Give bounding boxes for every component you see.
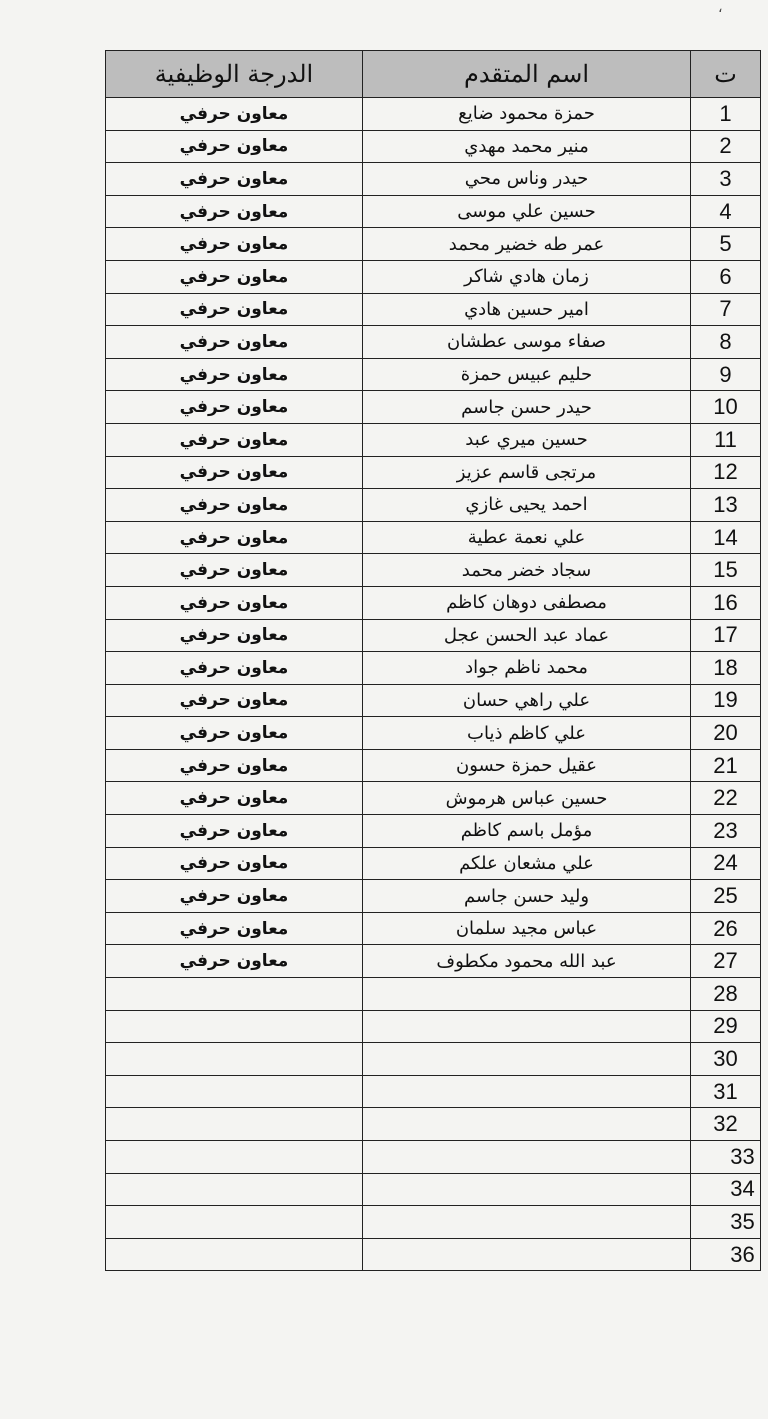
job-grade: معاون حرفي xyxy=(106,912,363,945)
applicant-name xyxy=(363,1173,691,1206)
row-number: 35 xyxy=(691,1206,761,1239)
row-number: 30 xyxy=(691,1043,761,1076)
applicant-name xyxy=(363,978,691,1011)
row-number: 14 xyxy=(691,521,761,554)
applicant-name xyxy=(363,1043,691,1076)
table-row xyxy=(106,391,761,424)
row-number: 17 xyxy=(691,619,761,652)
row-number: 3 xyxy=(691,163,761,196)
job-grade xyxy=(106,1173,363,1206)
row-number: 36 xyxy=(691,1238,761,1271)
table-row xyxy=(106,880,761,913)
table-row xyxy=(106,1043,761,1076)
table-row xyxy=(106,912,761,945)
applicant-name: حسين عباس هرموش xyxy=(363,782,691,815)
applicant-name xyxy=(363,1010,691,1043)
applicants-sheet xyxy=(105,50,765,1271)
job-grade: معاون حرفي xyxy=(106,749,363,782)
row-number: 23 xyxy=(691,815,761,848)
job-grade: معاون حرفي xyxy=(106,456,363,489)
job-grade: معاون حرفي xyxy=(106,423,363,456)
row-number: 33 xyxy=(691,1141,761,1174)
table-row xyxy=(106,423,761,456)
row-number: 10 xyxy=(691,391,761,424)
table-row xyxy=(106,782,761,815)
row-number: 25 xyxy=(691,880,761,913)
applicant-name: امير حسين هادي xyxy=(363,293,691,326)
applicant-name: علي كاظم ذياب xyxy=(363,717,691,750)
applicant-name: سجاد خضر محمد xyxy=(363,554,691,587)
job-grade: معاون حرفي xyxy=(106,163,363,196)
header-applicant-name: اسم المتقدم xyxy=(363,51,691,98)
applicant-name: حليم عبيس حمزة xyxy=(363,358,691,391)
job-grade: معاون حرفي xyxy=(106,945,363,978)
row-number: 6 xyxy=(691,260,761,293)
job-grade: معاون حرفي xyxy=(106,782,363,815)
applicant-name: حيدر حسن جاسم xyxy=(363,391,691,424)
table-row xyxy=(106,1173,761,1206)
table-row xyxy=(106,521,761,554)
row-number: 5 xyxy=(691,228,761,261)
table-body xyxy=(106,98,761,1271)
job-grade: معاون حرفي xyxy=(106,228,363,261)
header-job-grade: الدرجة الوظيفية xyxy=(106,51,363,98)
applicant-name: حمزة محمود ضايع xyxy=(363,98,691,131)
applicant-name: عماد عبد الحسن عجل xyxy=(363,619,691,652)
applicant-name: وليد حسن جاسم xyxy=(363,880,691,913)
row-number: 4 xyxy=(691,195,761,228)
job-grade: معاون حرفي xyxy=(106,391,363,424)
job-grade xyxy=(106,1010,363,1043)
table-row xyxy=(106,652,761,685)
table-header-row xyxy=(106,51,761,98)
applicant-name: علي مشعان علكم xyxy=(363,847,691,880)
table-row xyxy=(106,717,761,750)
row-number: 22 xyxy=(691,782,761,815)
row-number: 24 xyxy=(691,847,761,880)
job-grade: معاون حرفي xyxy=(106,260,363,293)
job-grade xyxy=(106,1141,363,1174)
applicant-name xyxy=(363,1075,691,1108)
table-row xyxy=(106,195,761,228)
table-row xyxy=(106,847,761,880)
table-row xyxy=(106,489,761,522)
table-row xyxy=(106,163,761,196)
applicant-name: حسين علي موسى xyxy=(363,195,691,228)
job-grade: معاون حرفي xyxy=(106,880,363,913)
row-number: 19 xyxy=(691,684,761,717)
table-row xyxy=(106,554,761,587)
row-number: 15 xyxy=(691,554,761,587)
job-grade xyxy=(106,1075,363,1108)
applicant-name xyxy=(363,1141,691,1174)
table-row xyxy=(106,586,761,619)
row-number: 8 xyxy=(691,326,761,359)
job-grade: معاون حرفي xyxy=(106,586,363,619)
applicant-name: محمد ناظم جواد xyxy=(363,652,691,685)
job-grade: معاون حرفي xyxy=(106,554,363,587)
job-grade xyxy=(106,1206,363,1239)
row-number: 16 xyxy=(691,586,761,619)
applicant-name xyxy=(363,1238,691,1271)
row-number: 34 xyxy=(691,1173,761,1206)
job-grade: معاون حرفي xyxy=(106,326,363,359)
row-number: 7 xyxy=(691,293,761,326)
job-grade: معاون حرفي xyxy=(106,98,363,131)
row-number: 13 xyxy=(691,489,761,522)
row-number: 20 xyxy=(691,717,761,750)
applicant-name: مرتجى قاسم عزيز xyxy=(363,456,691,489)
job-grade: معاون حرفي xyxy=(106,815,363,848)
job-grade: معاون حرفي xyxy=(106,521,363,554)
job-grade: معاون حرفي xyxy=(106,684,363,717)
job-grade: معاون حرفي xyxy=(106,847,363,880)
table-row xyxy=(106,1206,761,1239)
table-row xyxy=(106,619,761,652)
row-number: 32 xyxy=(691,1108,761,1141)
applicant-name: عقيل حمزة حسون xyxy=(363,749,691,782)
table-row xyxy=(106,1010,761,1043)
applicant-name: منير محمد مهدي xyxy=(363,130,691,163)
row-number: 12 xyxy=(691,456,761,489)
table-row xyxy=(106,326,761,359)
applicant-name: حسين ميري عبد xyxy=(363,423,691,456)
job-grade xyxy=(106,1108,363,1141)
table-row xyxy=(106,130,761,163)
job-grade xyxy=(106,978,363,1011)
table-row xyxy=(106,978,761,1011)
row-number: 1 xyxy=(691,98,761,131)
job-grade: معاون حرفي xyxy=(106,358,363,391)
table-row xyxy=(106,228,761,261)
applicant-name: عمر طه خضير محمد xyxy=(363,228,691,261)
applicant-name xyxy=(363,1108,691,1141)
header-number: ت xyxy=(691,51,761,98)
table-row xyxy=(106,684,761,717)
row-number: 18 xyxy=(691,652,761,685)
table-row xyxy=(106,98,761,131)
applicant-name: مصطفى دوهان كاظم xyxy=(363,586,691,619)
page-speck: ، xyxy=(718,0,723,16)
table-row xyxy=(106,1075,761,1108)
applicant-name: حيدر وناس محي xyxy=(363,163,691,196)
table-row xyxy=(106,456,761,489)
job-grade xyxy=(106,1238,363,1271)
row-number: 2 xyxy=(691,130,761,163)
job-grade: معاون حرفي xyxy=(106,652,363,685)
table-row xyxy=(106,1238,761,1271)
row-number: 31 xyxy=(691,1075,761,1108)
applicant-name: عباس مجيد سلمان xyxy=(363,912,691,945)
job-grade: معاون حرفي xyxy=(106,619,363,652)
job-grade xyxy=(106,1043,363,1076)
job-grade: معاون حرفي xyxy=(106,293,363,326)
table-row xyxy=(106,260,761,293)
applicant-name: صفاء موسى عطشان xyxy=(363,326,691,359)
table-row xyxy=(106,358,761,391)
applicant-name: علي راهي حسان xyxy=(363,684,691,717)
applicant-name: احمد يحيى غازي xyxy=(363,489,691,522)
row-number: 29 xyxy=(691,1010,761,1043)
applicant-name: علي نعمة عطية xyxy=(363,521,691,554)
table-row xyxy=(106,1141,761,1174)
row-number: 9 xyxy=(691,358,761,391)
row-number: 28 xyxy=(691,978,761,1011)
applicant-name xyxy=(363,1206,691,1239)
job-grade: معاون حرفي xyxy=(106,717,363,750)
row-number: 11 xyxy=(691,423,761,456)
table-row xyxy=(106,945,761,978)
row-number: 27 xyxy=(691,945,761,978)
job-grade: معاون حرفي xyxy=(106,489,363,522)
job-grade: معاون حرفي xyxy=(106,130,363,163)
job-grade: معاون حرفي xyxy=(106,195,363,228)
applicant-name: عبد الله محمود مكطوف xyxy=(363,945,691,978)
applicant-name: مؤمل باسم كاظم xyxy=(363,815,691,848)
applicant-name: زمان هادي شاكر xyxy=(363,260,691,293)
row-number: 21 xyxy=(691,749,761,782)
table-row xyxy=(106,815,761,848)
applicants-table xyxy=(105,50,761,1271)
table-row xyxy=(106,749,761,782)
table-row xyxy=(106,293,761,326)
table-row xyxy=(106,1108,761,1141)
row-number: 26 xyxy=(691,912,761,945)
